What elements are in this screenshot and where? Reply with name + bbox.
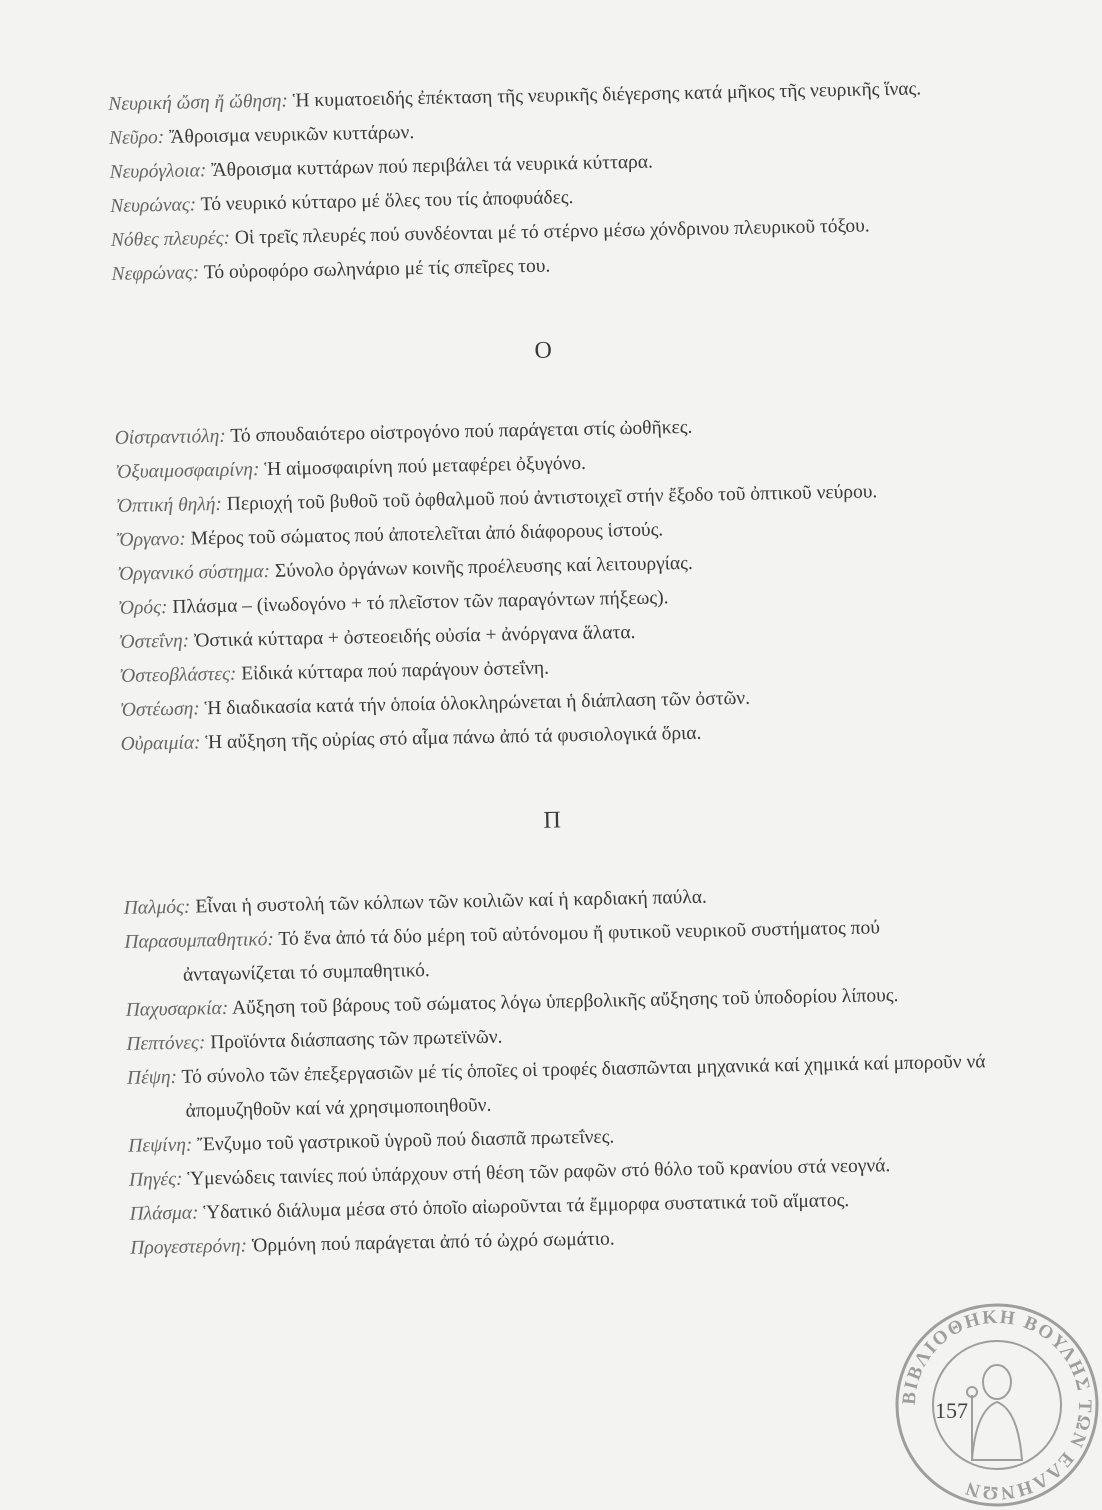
entry-definition: Εἶναι ἡ συστολή τῶν κόλπων τῶν κοιλιῶν καί ἡ καρδιακή παύλα. [190,886,708,918]
entry-definition: Ἡ αἱμοσφαιρίνη πού μεταφέρει ὀξυγόνο. [259,452,587,481]
entry-term: Παχυσαρκία: [125,997,229,1021]
entry-definition: Ἄθροισμα νευρικῶν κυττάρων. [164,122,415,148]
glossary-section-o [113,325,981,761]
entry-term: Παλμός: [123,896,191,919]
entry-definition: Οἱ τρεῖς πλευρές πού συνδέονται μέ τό στέρνο μέσω χόνδρινου πλευρικοῦ τόξου. [229,215,870,249]
entry-definition: Ὁρμόνη πού παράγεται ἀπό τό ὠχρό σωμάτιο. [246,1228,615,1257]
entry-term: Νευρόγλοια: [109,160,207,183]
entry-term: Οὐραιμία: [120,732,201,755]
entry-term: Πηγές: [128,1168,183,1191]
entry-term: Πεψίνη: [128,1134,193,1157]
entry-definition: Τό σύνολο τῶν ἐπεξεργασιῶν μέ τίς ὁποῖες οἱ τροφές διασπῶνται μηχανικά καί χημικά καί μποροῦν νά ἀπομυζηθοῦν καί νά χρησιμοποιηθοῦν. [176,1051,986,1122]
entry-definition: Αὔξηση τοῦ βάρους τοῦ σώματος λόγω ὑπερβολικῆς αὔξησης τοῦ ὑποδορίου λίπους. [228,984,899,1019]
entry-definition: Ὑδατικό διάλυμα μέσα στό ὁποῖο αἰωροῦνται τά ἔμμορφα συστατικά τοῦ αἵματος. [198,1189,850,1224]
entry-term: Ὀρός: [117,596,168,619]
entry-term: Νόθες πλευρές: [110,227,231,251]
entry-term: Ὀπτική θηλή: [115,493,223,517]
library-seal-icon [892,1300,1102,1510]
entry-term: Ὀστεΐνη: [118,630,190,653]
entry-definition: Ἡ κυματοειδής ἐπέκταση τῆς νευρικῆς διέγερσης κατά μῆκος τῆς νευρικῆς ἵνας. [287,78,922,112]
entry-term: Προγεστερόνη: [130,1235,248,1259]
entry-definition: Τό σπουδαιότερο οἰστρογόνο πού παράγεται στίς ὠοθῆκες. [225,416,693,447]
glossary-section-p [122,795,991,1265]
entry-term: Πέψη: [126,1066,178,1089]
entry-definition: Ὑμενώδεις ταινίες πού ὑπάρχουν στή θέση τῶν ραφῶν στό θόλο τοῦ κρανίου στά νεογνά. [182,1155,891,1190]
entry-term: Οἰστραντιόλη: [114,425,227,449]
entry-term: Νεῦρο: [108,126,165,149]
entry-definition: Σύνολο ὀργάνων κοινῆς προέλευσης καί λειτουργίας. [269,552,693,582]
entry-definition: Εἰδικά κύτταρα πού παράγουν ὀστεΐνη. [236,657,550,685]
entry-definition: Τό ἕνα ἀπό τά δύο μέρη τοῦ αὐτόνομου ἤ φυτικοῦ νευρικοῦ συστήματος πού ἀνταγωνίζεται τό συμπαθητικό. [182,917,881,986]
entry-term: Ὄργανο: [116,528,187,551]
entry-term: Ὀστεοβλάστες: [119,663,237,687]
entry-definition: Προϊόντα διάσπασης τῶν πρωτεϊνῶν. [205,1026,503,1054]
entry-definition: Ἡ αὔξηση τῆς οὐρίας στό αἷμα πάνω ἀπό τά φυσιολογικά ὅρια. [200,722,702,754]
entry-definition: Ὀστικά κύτταρα + ὀστεοειδής οὐσία + ἀνόργανα ἅλατα. [188,621,636,652]
entry-term: Νευρική ὤση ἤ ὤθηση: [108,90,289,115]
glossary-column [108,71,990,1265]
section-letter-heading: Π [543,807,562,834]
entry-definition: Μέρος τοῦ σώματος πού ἀποτελεῖται ἀπό διάφορους ἱστούς. [185,519,664,550]
entry-definition: Τό οὐροφόρο σωληνάριο μέ τίς σπεῖρες του. [199,255,551,284]
entry-term: Παρασυμπαθητικό: [124,928,275,953]
section-letter-heading: Ο [534,337,553,364]
entry-definition: Περιοχή τοῦ βυθοῦ τοῦ ὀφθαλμοῦ πού ἀντιστοιχεῖ στήν ἔξοδο τοῦ ὀπτικοῦ νεύρου. [221,481,878,515]
entry-term: Ὀξυαιμοσφαιρίνη: [115,459,260,483]
glossary-section-n [108,71,972,291]
entry-term: Ὀστέωση: [119,698,200,721]
entry-term: Νεφρώνας: [111,262,200,285]
entry-definition: Πλάσμα – (ἰνωδογόνο + τό πλεῖστον τῶν παραγόντων πήξεως). [167,587,669,618]
entry-definition: Ἔνζυμο τοῦ γαστρικοῦ ὑγροῦ πού διασπᾶ πρωτεΐνες. [192,1126,615,1156]
entry-term: Νευρώνας: [110,194,197,217]
stamp-text: ΒΙΒΛΙΟΘΗΚΗ ΒΟΥΛΗΣ ΤΩΝ ΕΛΛΗΝΩΝ [898,1306,1096,1504]
entry-term: Πλάσμα: [129,1202,199,1225]
entry-term: Πεπτόνες: [126,1032,206,1055]
entry-definition: Ἡ διαδικασία κατά τήν ὁποία ὁλοκληρώνεται ἡ διάπλαση τῶν ὀστῶν. [199,687,751,720]
entry-definition: Τό νευρικό κύτταρο μέ ὅλες του τίς ἀποφυάδες. [195,187,574,216]
entry-definition: Ἄθροισμα κυττάρων πού περιβάλει τά νευρικά κύτταρα. [206,151,654,182]
page-number: 157 [935,1398,968,1423]
entry-term: Ὀργανικό σύστημα: [117,560,271,585]
